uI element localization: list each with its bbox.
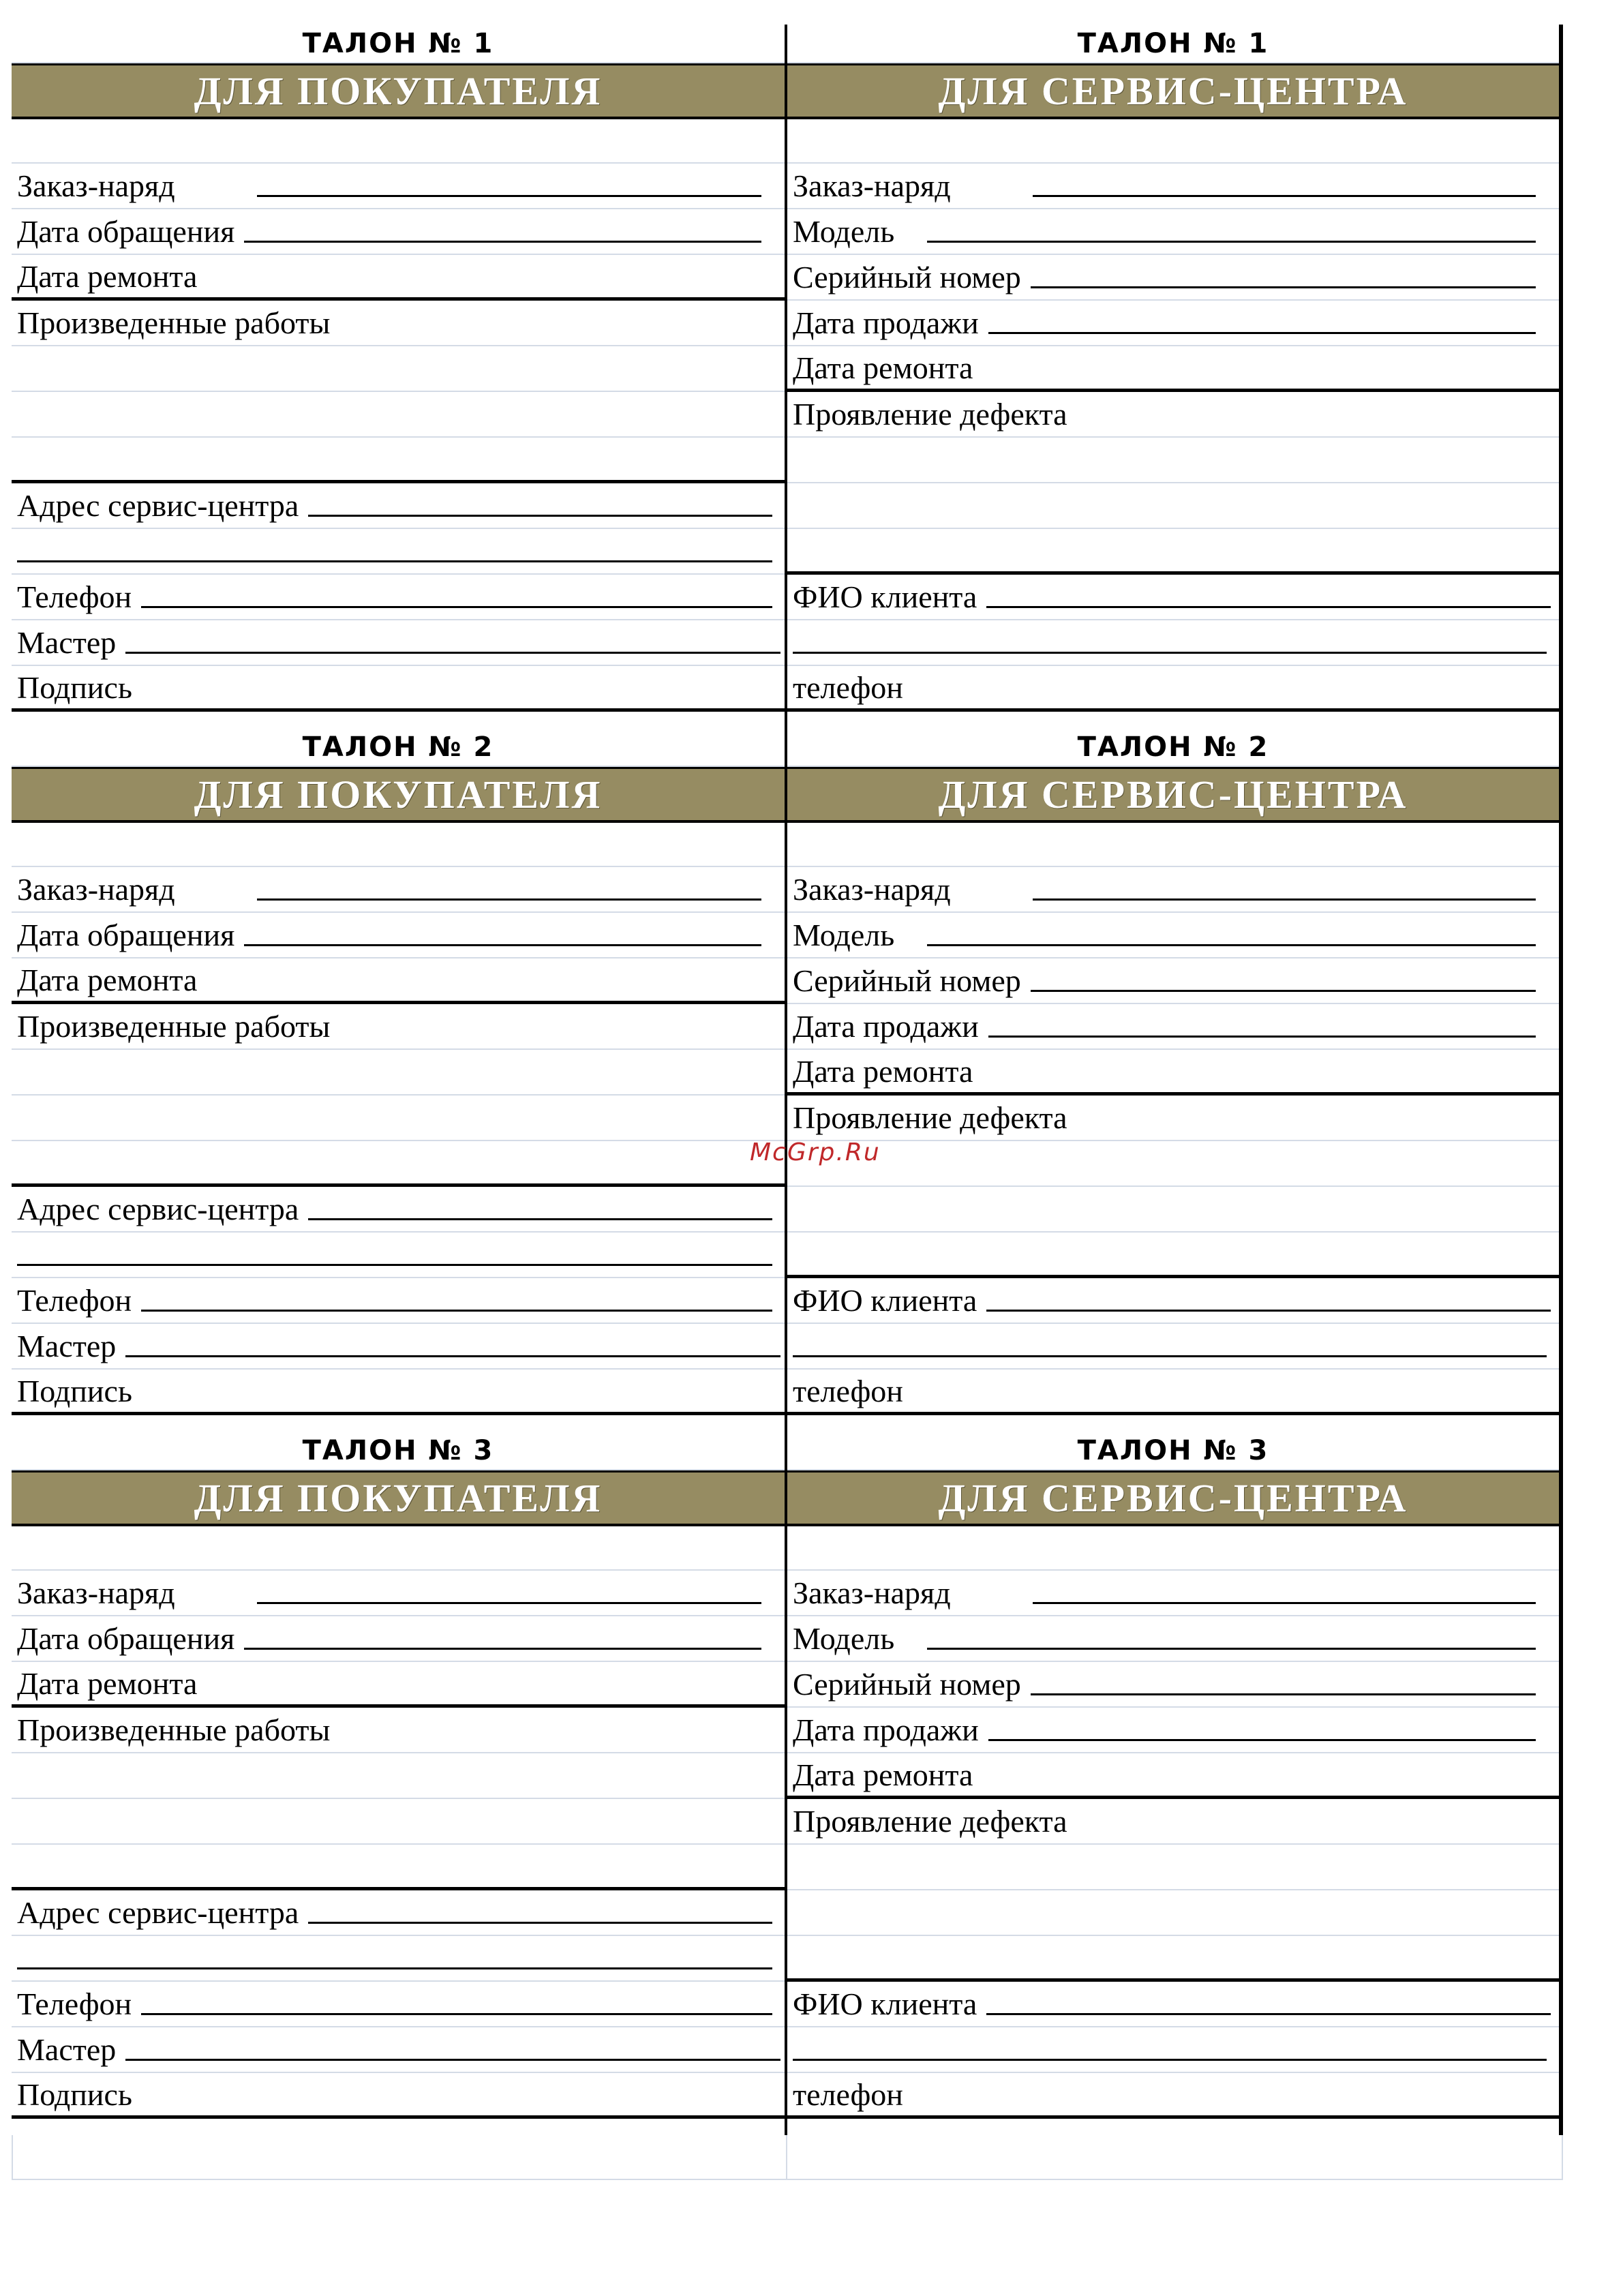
model-label: Модель [793, 918, 895, 952]
serial-line[interactable] [1031, 990, 1536, 992]
order-label: Заказ-наряд [793, 872, 951, 907]
buyer-banner [12, 767, 785, 823]
repair-date-field [12, 1662, 785, 1708]
defect-blank-row[interactable] [787, 529, 1559, 575]
repair-date-label: Дата ремонта [793, 1053, 973, 1089]
client-field[interactable] [787, 1982, 1559, 2027]
empty-cell [12, 2135, 787, 2180]
repair-date-label: Дата ремонта [17, 962, 198, 997]
client-field[interactable] [787, 1278, 1559, 1324]
phone-label: телефон [793, 669, 903, 705]
client-label: ФИО клиента [793, 1283, 977, 1318]
defect-heading [787, 1799, 1559, 1845]
model-label: Модель [793, 214, 895, 249]
master-line[interactable] [125, 652, 780, 654]
buyer-banner [12, 63, 785, 119]
banner-text: ДЛЯ ПОКУПАТЕЛЯ [194, 772, 603, 817]
sale-date-line[interactable] [988, 1739, 1536, 1741]
client-line[interactable] [986, 606, 1551, 608]
buyer-section [12, 728, 787, 1432]
address-line[interactable] [308, 1218, 772, 1220]
watermark: McGrp.Ru [750, 1138, 881, 1166]
repair-date-field [787, 346, 1559, 392]
phone-field[interactable] [12, 575, 785, 620]
order-label: Заказ-наряд [793, 1575, 951, 1610]
trailing-empty-row [12, 2135, 1563, 2180]
phone-label: Телефон [17, 579, 132, 614]
defect-heading [787, 392, 1559, 438]
works-blank-row[interactable] [12, 1096, 785, 1141]
phone-field[interactable] [12, 1982, 785, 2027]
address-line-2[interactable] [17, 1967, 772, 1969]
signature-label: Подпись [17, 1373, 132, 1408]
repair-date-field [12, 958, 785, 1004]
client-label: ФИО клиента [793, 579, 977, 614]
model-field[interactable] [787, 209, 1559, 255]
address-label: Адрес сервис-центра [17, 488, 299, 523]
defect-blank-row[interactable] [787, 438, 1559, 483]
coupon-3 [12, 1432, 1563, 2135]
master-label: Мастер [17, 625, 117, 660]
order-label: Заказ-наряд [793, 168, 951, 203]
blank-row [787, 119, 1559, 164]
order-line[interactable] [1033, 1602, 1536, 1604]
address-line-row[interactable] [12, 529, 785, 575]
service-banner [787, 767, 1559, 823]
defect-label: Проявление дефекта [793, 1804, 1067, 1839]
works-blank-row[interactable] [12, 1141, 785, 1187]
model-line[interactable] [927, 1648, 1536, 1650]
works-heading [12, 301, 785, 346]
order-field[interactable] [787, 164, 1559, 209]
client-line-2[interactable] [793, 2059, 1547, 2061]
model-line[interactable] [927, 241, 1536, 243]
signature-label: Подпись [17, 669, 132, 705]
request-date-line[interactable] [244, 241, 761, 243]
defect-blank-row[interactable] [787, 1936, 1559, 1982]
defect-label: Проявление дефекта [793, 1100, 1067, 1135]
address-line-2[interactable] [17, 1264, 772, 1266]
address-field[interactable] [12, 483, 785, 529]
blank-row [12, 119, 785, 164]
master-field[interactable] [12, 620, 785, 666]
coupon-1 [12, 25, 1563, 728]
works-blank-row[interactable] [12, 1050, 785, 1096]
banner-text: ДЛЯ СЕРВИС-ЦЕНТРА [938, 1476, 1408, 1520]
master-field[interactable] [12, 1324, 785, 1370]
order-field[interactable] [12, 867, 785, 913]
coupon-title: ТАЛОН № 3 [787, 1432, 1559, 1470]
repair-date-label: Дата ремонта [793, 1757, 973, 1792]
banner-text: ДЛЯ СЕРВИС-ЦЕНТРА [938, 772, 1408, 817]
defect-blank-row[interactable] [787, 1233, 1559, 1278]
works-heading [12, 1004, 785, 1050]
empty-cell [787, 2135, 1563, 2180]
blank-row [787, 1526, 1559, 1571]
phone-label: Телефон [17, 1987, 132, 2021]
client-line-2[interactable] [793, 1355, 1547, 1357]
phone-field [787, 666, 1559, 712]
request-date-field[interactable] [12, 1616, 785, 1662]
model-line[interactable] [927, 944, 1536, 946]
address-line[interactable] [308, 1922, 772, 1924]
client-label: ФИО клиента [793, 1987, 977, 2021]
banner-text: ДЛЯ СЕРВИС-ЦЕНТРА [938, 69, 1408, 113]
address-field[interactable] [12, 1187, 785, 1233]
master-line[interactable] [125, 1355, 780, 1357]
phone-label: телефон [793, 2076, 903, 2112]
order-line[interactable] [257, 195, 761, 197]
client-line[interactable] [986, 1310, 1551, 1312]
client-line-row[interactable] [787, 2027, 1559, 2073]
blank-row [12, 823, 785, 867]
blank-row [12, 1526, 785, 1571]
defect-blank-row[interactable] [787, 1845, 1559, 1890]
repair-date-field [787, 1753, 1559, 1799]
serial-label: Серийный номер [793, 1667, 1021, 1702]
signature-field [12, 2073, 785, 2119]
master-line[interactable] [125, 2059, 780, 2061]
sale-date-label: Дата продажи [793, 1712, 979, 1747]
address-line-row[interactable] [12, 1936, 785, 1982]
repair-date-field [12, 255, 785, 301]
client-field[interactable] [787, 575, 1559, 620]
serial-line[interactable] [1031, 1693, 1536, 1695]
request-date-label: Дата обращения [17, 214, 235, 249]
model-label: Модель [793, 1621, 895, 1656]
master-label: Мастер [17, 2032, 117, 2067]
client-line[interactable] [986, 2013, 1551, 2015]
coupon-title: ТАЛОН № 3 [12, 1432, 785, 1470]
buyer-section [12, 25, 787, 728]
phone-field [787, 1370, 1559, 1415]
order-label: Заказ-наряд [17, 872, 175, 907]
banner-text: ДЛЯ ПОКУПАТЕЛЯ [194, 69, 603, 113]
request-date-line[interactable] [244, 1648, 761, 1650]
phone-line[interactable] [141, 1310, 772, 1312]
sale-date-field[interactable] [787, 1708, 1559, 1753]
defect-blank-row[interactable] [787, 1141, 1559, 1187]
order-line[interactable] [257, 898, 761, 901]
order-label: Заказ-наряд [17, 1575, 175, 1610]
master-field[interactable] [12, 2027, 785, 2073]
works-label: Произведенные работы [17, 1009, 331, 1044]
order-line[interactable] [1033, 898, 1536, 901]
works-blank-row[interactable] [12, 392, 785, 438]
sale-date-field[interactable] [787, 1004, 1559, 1050]
works-blank-row[interactable] [12, 346, 785, 392]
phone-line[interactable] [141, 2013, 772, 2015]
address-label: Адрес сервис-центра [17, 1192, 299, 1226]
works-blank-row[interactable] [12, 438, 785, 483]
serial-field[interactable] [787, 958, 1559, 1004]
works-blank-row[interactable] [12, 1753, 785, 1799]
works-blank-row[interactable] [12, 1845, 785, 1890]
client-line-row[interactable] [787, 620, 1559, 666]
phone-field [787, 2073, 1559, 2119]
model-field[interactable] [787, 1616, 1559, 1662]
sale-date-label: Дата продажи [793, 1009, 979, 1044]
coupon-title: ТАЛОН № 2 [787, 728, 1559, 767]
order-field[interactable] [787, 867, 1559, 913]
coupon-title: ТАЛОН № 1 [787, 25, 1559, 63]
order-label: Заказ-наряд [17, 168, 175, 203]
order-line[interactable] [1033, 195, 1536, 197]
serial-label: Серийный номер [793, 963, 1021, 998]
defect-blank-row[interactable] [787, 483, 1559, 529]
repair-date-label: Дата ремонта [793, 350, 973, 385]
service-banner [787, 1470, 1559, 1526]
serial-field[interactable] [787, 255, 1559, 301]
address-field[interactable] [12, 1890, 785, 1936]
signature-label: Подпись [17, 2076, 132, 2112]
works-heading [12, 1708, 785, 1753]
service-section [787, 25, 1563, 728]
signature-field [12, 1370, 785, 1415]
order-field[interactable] [12, 164, 785, 209]
address-line-2[interactable] [17, 560, 772, 562]
coupon-title: ТАЛОН № 1 [12, 25, 785, 63]
coupon-title: ТАЛОН № 2 [12, 728, 785, 767]
order-field[interactable] [12, 1571, 785, 1616]
address-line-row[interactable] [12, 1233, 785, 1278]
phone-label: телефон [793, 1373, 903, 1408]
banner-text: ДЛЯ ПОКУПАТЕЛЯ [194, 1476, 603, 1520]
phone-field[interactable] [12, 1278, 785, 1324]
phone-label: Телефон [17, 1283, 132, 1318]
client-line-row[interactable] [787, 1324, 1559, 1370]
signature-field [12, 666, 785, 712]
service-section [787, 1432, 1563, 2135]
sale-date-label: Дата продажи [793, 305, 979, 340]
defect-label: Проявление дефекта [793, 397, 1067, 432]
address-line[interactable] [308, 515, 772, 517]
serial-label: Серийный номер [793, 260, 1021, 294]
order-line[interactable] [257, 1602, 761, 1604]
client-line-2[interactable] [793, 652, 1547, 654]
works-blank-row[interactable] [12, 1799, 785, 1845]
warranty-coupon-sheet [12, 25, 1563, 2135]
blank-row [787, 823, 1559, 867]
buyer-section [12, 1432, 787, 2135]
model-field[interactable] [787, 913, 1559, 958]
repair-date-label: Дата ремонта [17, 1665, 198, 1701]
defect-heading [787, 1096, 1559, 1141]
phone-line[interactable] [141, 606, 772, 608]
service-banner [787, 63, 1559, 119]
sale-date-line[interactable] [988, 1036, 1536, 1038]
request-date-label: Дата обращения [17, 1621, 235, 1656]
coupon-2 [12, 728, 1563, 1432]
repair-date-field [787, 1050, 1559, 1096]
request-date-field[interactable] [12, 209, 785, 255]
service-section [787, 728, 1563, 1432]
address-label: Адрес сервис-центра [17, 1895, 299, 1930]
request-date-line[interactable] [244, 944, 761, 946]
serial-field[interactable] [787, 1662, 1559, 1708]
master-label: Мастер [17, 1329, 117, 1363]
defect-blank-row[interactable] [787, 1187, 1559, 1233]
order-field[interactable] [787, 1571, 1559, 1616]
serial-line[interactable] [1031, 286, 1536, 288]
works-label: Произведенные работы [17, 305, 331, 340]
request-date-field[interactable] [12, 913, 785, 958]
sale-date-line[interactable] [988, 332, 1536, 334]
request-date-label: Дата обращения [17, 918, 235, 952]
sale-date-field[interactable] [787, 301, 1559, 346]
buyer-banner [12, 1470, 785, 1526]
defect-blank-row[interactable] [787, 1890, 1559, 1936]
repair-date-label: Дата ремонта [17, 258, 198, 294]
works-label: Произведенные работы [17, 1712, 331, 1747]
